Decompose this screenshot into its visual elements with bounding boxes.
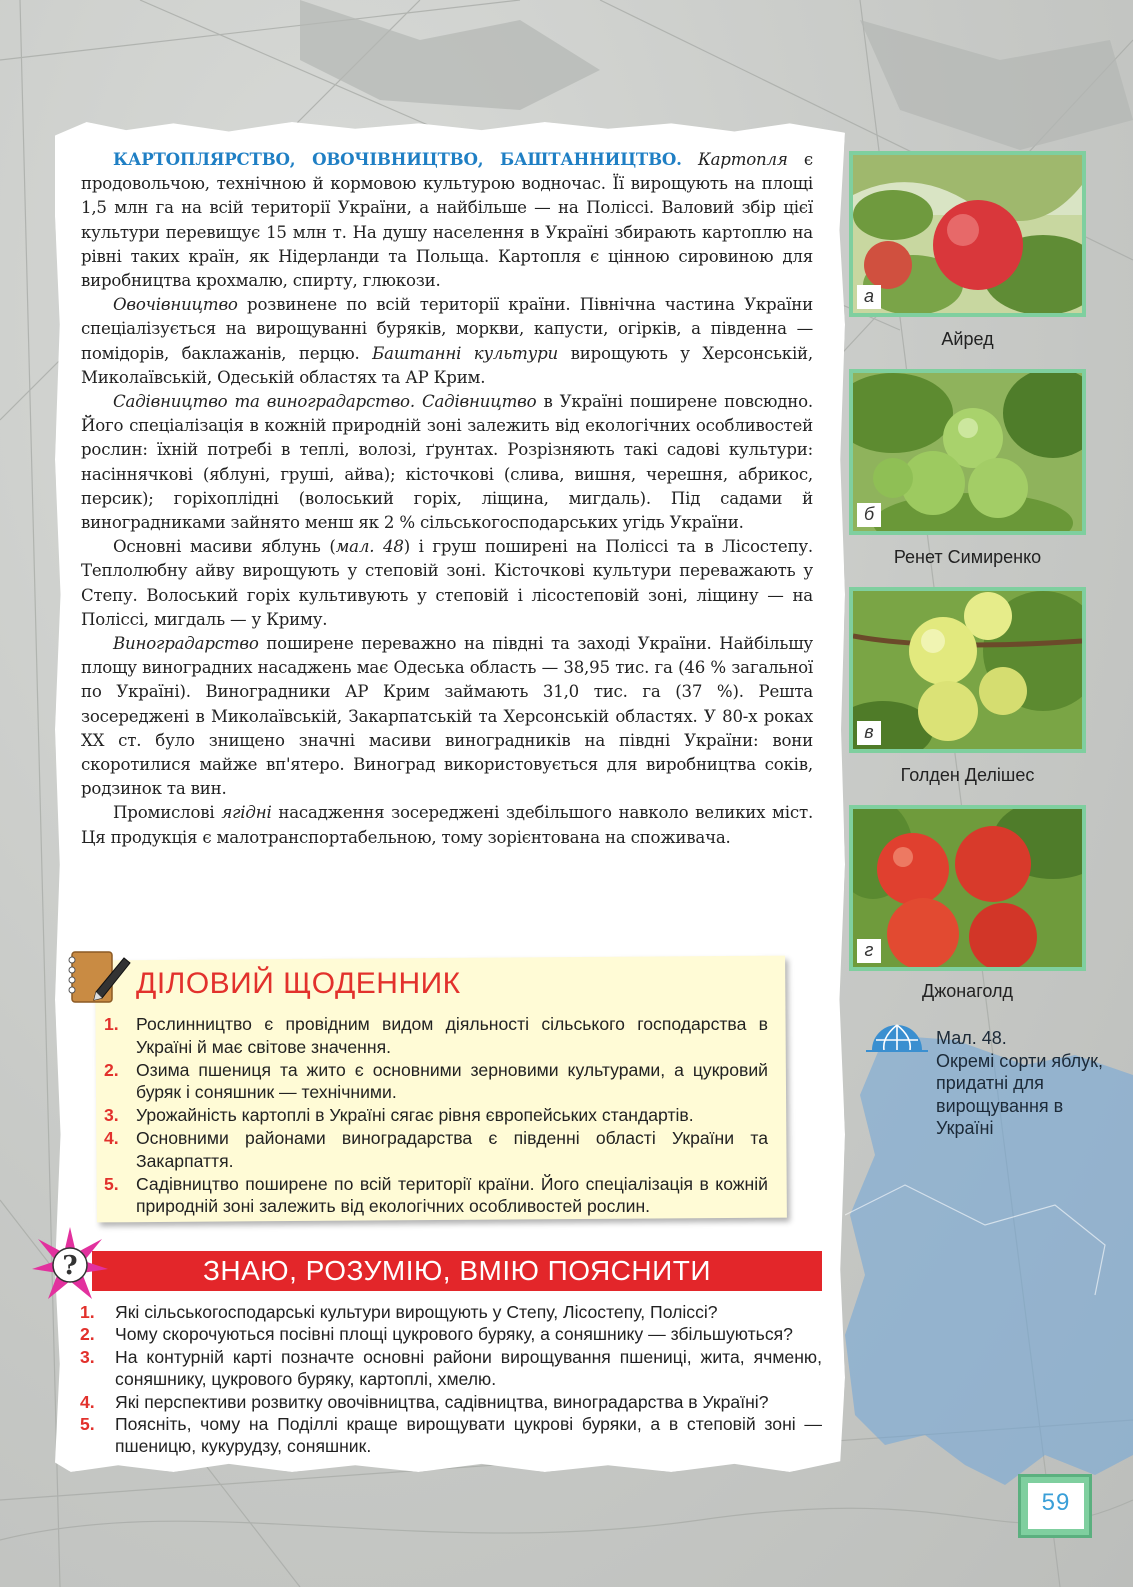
diary-item — [100, 1059, 768, 1105]
photo-caption-c: Голден Делішес — [900, 765, 1035, 785]
apple-photo-b — [849, 369, 1086, 535]
figure-description: Окремі сорти яблук, придатні для вирощування в Україні — [936, 1050, 1104, 1138]
question-number: 5. — [80, 1414, 95, 1435]
photo-caption-a: Айред — [941, 329, 994, 349]
main-text — [81, 147, 813, 850]
figure-reference: мал. 48 — [335, 537, 404, 557]
diary-item-number: 4. — [104, 1127, 119, 1148]
diary-item-number: 2. — [104, 1059, 119, 1080]
know-list — [78, 1301, 822, 1458]
paragraph-potato — [81, 147, 813, 293]
italic-term: Баштанні культури — [372, 343, 558, 363]
diary-title: ДІЛОВИЙ ЩОДЕННИК — [136, 967, 461, 1000]
diary-item — [100, 1127, 768, 1173]
diary-item-text: Садівництво поширене по всій території країни. Його спеціалізація в кожній природній зоні залежить від екологічних особливостей рослин. — [136, 1173, 768, 1217]
question-item — [78, 1301, 822, 1323]
photo-letter-b: б — [857, 503, 881, 527]
diary-item-text: Основними районами виноградарства є південні області України та Закарпаття. — [136, 1127, 768, 1171]
page-number: 59 — [1041, 1489, 1071, 1516]
photo-letter-d: г — [857, 939, 881, 963]
question-item — [78, 1346, 822, 1391]
paragraph-orchards — [81, 535, 813, 632]
diary-item-text: Озима пшениця та жито є основними зерновими культурами, а цукровий буряк і соняшник — технічними. — [136, 1059, 768, 1103]
apple-image-b — [853, 373, 1082, 531]
paragraph-text: ) і груш поширені на Поліссі та в Лісостепу. Теплолюбну айву вирощують у степовій зоні. Кісточкові культури переважають у Степу. Волоський горіх культивують у степовій і лісостеповій зоні, ліщину — на Поліссі, мигдаль — у Криму. — [81, 537, 813, 629]
paragraph-text: Промислові — [113, 803, 215, 823]
italic-term: ягідні — [221, 803, 272, 823]
paragraph-text: є продовольчою, технічною й кормовою культурою водночас. Її вирощують на площі 1,5 млн га на всій території України, а найбільше — на Поліссі. Валовий збір цієї культури перевищує 15 млн т. На душу населення в Україні збирають картоплю на рівні таких країн, як Нідерланди та Польща. Картопля є цінною сировиною для виробництва крохмалю, спирту, глюкози. — [81, 150, 813, 291]
apple-photo-d — [849, 805, 1086, 971]
know-title: ЗНАЮ, РОЗУМІЮ, ВМІЮ ПОЯСНИТИ — [203, 1255, 711, 1286]
diary-item — [100, 1173, 768, 1219]
photo-caption-b: Ренет Симиренко — [893, 547, 1042, 567]
apple-photo-a — [849, 151, 1086, 317]
italic-term: Садівництво та виноградарство. Садівництво — [113, 392, 537, 412]
question-number: 4. — [80, 1391, 95, 1412]
diary-item — [100, 1013, 768, 1059]
question-item — [78, 1391, 822, 1413]
question-text: На контурній карті позначте основні райони вирощування пшениці, жита, ячменю, соняшнику, цукрового буряку, картоплі, хмелю. — [115, 1346, 822, 1390]
diary-item-text: Рослинництво є провідним видом діяльності сільського господарства в Україні й має світове значення. — [136, 1014, 768, 1057]
section-heading: КАРТОПЛЯРСТВО, ОВОЧІВНИЦТВО, БАШТАННИЦТВО. — [113, 149, 682, 169]
paragraph-text: поширене переважно на півдні та заході України. Найбільшу площу виноградних насаджень має Одеська область — 38,95 тис. га (46 % загальної по Україні). Виноградники АР Крим займають 31,0 тис. га (37 %). Решта зосереджені в Миколаївській, Закарпатській та Херсонській областях. У 80-х роках ХХ ст. було знищено значні масиви виноградників на півдні України: вони скоротилися майже вп'ятеро. Виноград використовується для виробництва соків, родзинок та вин. — [81, 634, 813, 799]
question-text: Які перспективи розвитку овочівництва, садівництва, виноградарства в Україні? — [115, 1391, 769, 1412]
globe-icon — [866, 1022, 928, 1052]
photo-caption-d: Джонаголд — [922, 981, 1013, 1001]
question-text: Які сільськогосподарські культури вирощують у Степу, Лісостепу, Поліссі? — [115, 1302, 718, 1322]
paragraph-text: розвинене по всій території країни. Північна частина України спеціалізується на вирощуванні буряків, моркви, капусти, огірків, а південна — помідорів, баклажанів, перцю. — [81, 295, 813, 363]
diary-item-text: Урожайність картоплі в Україні сягає рівня європейських стандартів. — [136, 1105, 694, 1126]
figure-caption — [936, 1027, 1111, 1140]
diary-item-number: 3. — [104, 1105, 119, 1126]
italic-term: Картопля — [697, 150, 788, 169]
question-text: Поясніть, чому на Поділлі краще вирощувати цукрові буряки, а в степовій зоні — пшеницю, кукурудзу, соняшник. — [115, 1414, 822, 1457]
photo-letter-c: в — [857, 721, 881, 745]
diary-item-number: 5. — [104, 1173, 119, 1194]
question-number: 3. — [80, 1346, 95, 1367]
paragraph-berries — [81, 801, 813, 849]
italic-term: Овочівництво — [113, 295, 238, 315]
photo-letter-a: а — [857, 285, 881, 309]
paragraph-text: вирощують у Херсонській, Миколаївській, Одеській областях та АР Крим. — [81, 343, 813, 387]
notebook-pen-icon — [66, 948, 136, 1008]
question-item — [78, 1413, 822, 1458]
apple-image-a — [853, 155, 1082, 313]
apple-image-d — [853, 809, 1082, 967]
question-number: 1. — [80, 1302, 95, 1322]
italic-term: Виноградарство — [113, 634, 259, 654]
paragraph-text: Основні масиви яблунь ( — [113, 537, 336, 557]
paragraph-text: в Україні поширене повсюдно. Його спеціалізація в кожній природній зоні залежить від екологічних особливостей рослин: їхній потребі в теплі, волозі, ґрунтах. Розрізняють такі садові культури: насіннячкові (яблуні, груші, айва); кісточкові (слива, вишня, черешня, абрикос, персик); горіхоплідні (волоський горіх, ліщина, мигдаль). Під садами й виноградниками зайнято менш як 2 % сільськогосподарських угідь України. — [81, 392, 813, 533]
diary-item — [100, 1104, 768, 1127]
diary-list — [100, 1013, 768, 1218]
question-text: Чому скорочуються посівні площі цукрового буряку, а соняшнику — збільшуються? — [115, 1324, 793, 1345]
paragraph-text: насадження зосереджені здебільшого навколо великих міст. Ця продукція є малотранспортабельною, тому зорієнтована на споживача. — [81, 803, 814, 847]
paragraph-vineyards — [81, 632, 813, 801]
question-item — [78, 1323, 822, 1345]
diary-item-number: 1. — [104, 1014, 119, 1034]
figure-label: Мал. 48. — [936, 1028, 1007, 1048]
apple-image-c — [853, 591, 1082, 749]
svg-text:?: ? — [62, 1251, 78, 1281]
paragraph-vegetables — [81, 293, 813, 390]
apple-photo-c — [849, 587, 1086, 753]
paragraph-gardening — [81, 390, 813, 535]
question-number: 2. — [80, 1324, 95, 1345]
